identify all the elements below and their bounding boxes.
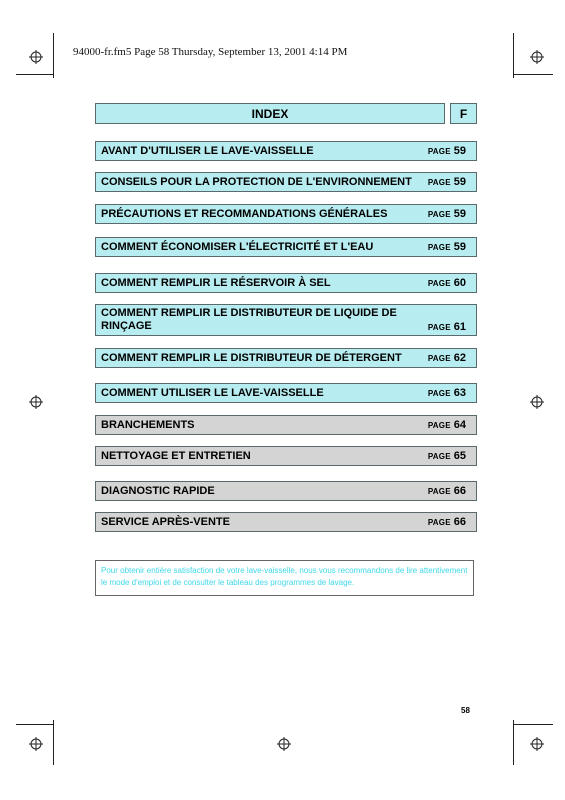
toc-entry-page: PAGE 66 (427, 516, 466, 528)
language-tag (450, 103, 477, 124)
toc-entry-detergent[interactable] (95, 348, 477, 368)
toc-entry-page: PAGE 62 (427, 352, 466, 364)
toc-entry-service[interactable] (95, 512, 477, 532)
toc-entry-title: SERVICE APRÈS-VENTE (101, 515, 230, 528)
toc-entry-economiser[interactable] (95, 237, 477, 257)
crop-mark-top-right-h (513, 74, 553, 75)
toc-entry-title: BRANCHEMENTS (101, 418, 195, 431)
crop-mark-top-left-v (53, 33, 54, 78)
toc-entry-page: PAGE 59 (427, 241, 466, 253)
toc-entry-title: NETTOYAGE ET ENTRETIEN (101, 449, 251, 462)
crop-mark-bottom-left-v (53, 720, 54, 765)
print-header: 94000-fr.fm5 Page 58 Thursday, September 13, 2001 4:14 PM (73, 46, 348, 58)
crop-mark-top-left-h (16, 74, 54, 75)
toc-entry-title: COMMENT ÉCONOMISER L'ÉLECTRICITÉ ET L'EAU (101, 240, 374, 253)
index-title (95, 103, 445, 124)
toc-entry-title: AVANT D'UTILISER LE LAVE-VAISSELLE (101, 144, 314, 157)
toc-entry-page: PAGE 60 (427, 277, 466, 289)
crop-mark-bottom-right-v (513, 720, 514, 765)
toc-entry-page: PAGE 61 (427, 321, 466, 333)
registration-mark-icon (530, 50, 544, 64)
registration-mark-icon (277, 737, 291, 751)
page-number: 58 (461, 706, 470, 715)
registration-mark-icon (29, 737, 43, 751)
toc-entry-title: DIAGNOSTIC RAPIDE (101, 484, 215, 497)
toc-entry-nettoyage[interactable] (95, 446, 477, 466)
toc-entry-liquide-rincage[interactable] (95, 304, 477, 336)
toc-entry-title: PRÉCAUTIONS ET RECOMMANDATIONS GÉNÉRALES (101, 207, 388, 220)
toc-entry-title: COMMENT REMPLIR LE RÉSERVOIR À SEL (101, 276, 331, 289)
registration-mark-icon (29, 395, 43, 409)
crop-mark-bottom-left-h (16, 724, 54, 725)
crop-mark-bottom-right-h (513, 724, 553, 725)
crop-mark-top-right-v (513, 33, 514, 78)
toc-entry-page: PAGE 66 (427, 485, 466, 497)
index-title-text: INDEX (251, 106, 289, 121)
toc-entry-utiliser[interactable] (95, 383, 477, 403)
toc-entry-diagnostic[interactable] (95, 481, 477, 501)
toc-entry-conseils-environnement[interactable] (95, 172, 477, 192)
toc-entry-page: PAGE 59 (427, 176, 466, 188)
toc-entry-title: COMMENT REMPLIR LE DISTRIBUTEUR DE LIQUIDE DE RINÇAGE (101, 307, 397, 332)
registration-mark-icon (530, 737, 544, 751)
toc-entry-page: PAGE 59 (427, 145, 466, 157)
registration-mark-icon (530, 395, 544, 409)
toc-entry-page: PAGE 63 (427, 387, 466, 399)
registration-mark-icon (29, 50, 43, 64)
intro-note: Pour obtenir entière satisfaction de votre lave-vaisselle, nous vous recommandons de lire attentivement le mode d'emploi et de consulter le tableau des programmes de lavage. (95, 560, 474, 596)
toc-entry-precautions[interactable] (95, 204, 477, 224)
toc-entry-title: COMMENT REMPLIR LE DISTRIBUTEUR DE DÉTERGENT (101, 351, 402, 364)
toc-entry-title: COMMENT UTILISER LE LAVE-VAISSELLE (101, 386, 324, 399)
toc-entry-title: CONSEILS POUR LA PROTECTION DE L'ENVIRONNEMENT (101, 175, 412, 188)
toc-entry-page: PAGE 59 (427, 208, 466, 220)
language-tag-text: F (459, 106, 468, 121)
toc-entry-branchements[interactable] (95, 415, 477, 435)
toc-entry-page: PAGE 65 (427, 450, 466, 462)
toc-entry-avant-utiliser[interactable] (95, 141, 477, 161)
toc-entry-reservoir-sel[interactable] (95, 273, 477, 293)
toc-entry-page: PAGE 64 (427, 419, 466, 431)
